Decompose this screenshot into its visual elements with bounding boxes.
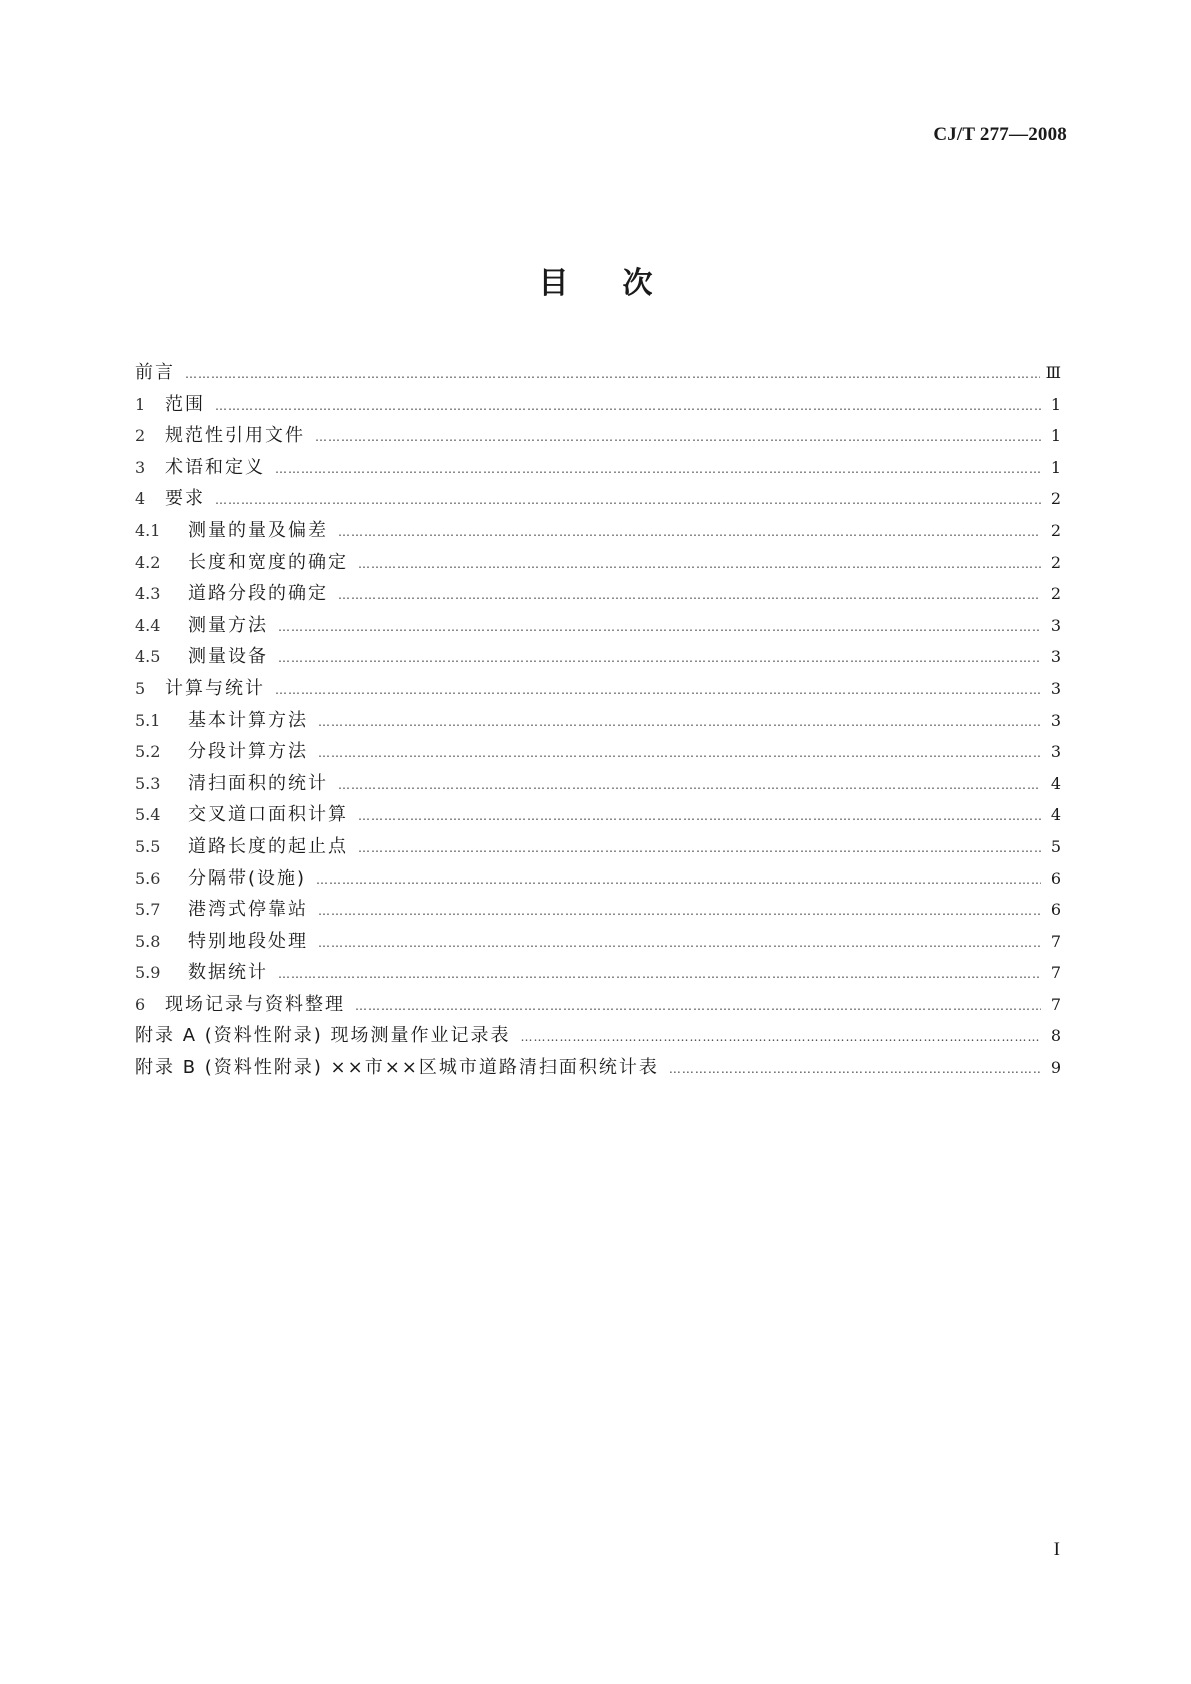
toc-entry[interactable] <box>135 894 1061 926</box>
dot-leader <box>278 612 1041 644</box>
dot-leader <box>358 833 1041 865</box>
dot-leader <box>278 959 1041 991</box>
toc-entry-number: 3 <box>135 457 146 477</box>
toc-entry-number: 4.5 <box>135 647 161 667</box>
page-title: 目次 <box>538 266 707 301</box>
dot-leader <box>318 738 1041 770</box>
table-of-contents <box>135 357 1061 1084</box>
toc-entry[interactable] <box>135 420 1061 452</box>
toc-entry-number: 5.1 <box>135 710 161 730</box>
toc-entry-page: 1 <box>1050 426 1061 446</box>
toc-entry[interactable] <box>135 389 1061 421</box>
toc-entry[interactable] <box>135 768 1061 800</box>
toc-entry-page: 7 <box>1050 994 1061 1014</box>
dot-leader <box>185 359 1040 391</box>
dot-leader <box>278 643 1041 675</box>
toc-entry-label: 要求 <box>165 488 205 510</box>
dot-leader <box>338 580 1041 612</box>
toc-entry-page: 7 <box>1050 963 1061 983</box>
toc-entry-page: Ⅲ <box>1045 363 1061 382</box>
toc-entry-label: 道路长度的起止点 <box>188 835 348 857</box>
toc-entry-label: 道路分段的确定 <box>188 583 328 605</box>
toc-entry-number: 5.9 <box>135 963 161 983</box>
toc-entry-label: 测量方法 <box>188 614 268 636</box>
toc-entry-page: 4 <box>1050 773 1061 793</box>
toc-entry-label: 港湾式停靠站 <box>188 899 308 921</box>
toc-entry[interactable] <box>135 610 1061 642</box>
toc-entry-label: 基本计算方法 <box>188 709 308 731</box>
toc-entry-number: 4.1 <box>135 520 161 540</box>
dot-leader <box>355 991 1041 1023</box>
toc-entry-page: 1 <box>1050 394 1061 414</box>
toc-entry[interactable] <box>135 863 1061 895</box>
dot-leader <box>338 770 1041 802</box>
toc-entry-label: 交叉道口面积计算 <box>188 804 348 826</box>
toc-entry[interactable] <box>135 483 1061 515</box>
toc-entry[interactable] <box>135 515 1061 547</box>
dot-leader <box>318 896 1041 928</box>
toc-entry[interactable] <box>135 641 1061 673</box>
toc-entry-number: 5.4 <box>135 805 161 825</box>
toc-entry-label: 分段计算方法 <box>188 741 308 763</box>
toc-entry-label: 长度和宽度的确定 <box>188 551 348 573</box>
toc-entry[interactable] <box>135 452 1061 484</box>
dot-leader <box>669 1054 1041 1086</box>
toc-entry-label: 前言 <box>135 362 175 383</box>
toc-entry-label: 附录 B (资料性附录) ××市××区城市道路清扫面积统计表 <box>135 1057 659 1079</box>
toc-entry-page: 2 <box>1050 552 1061 572</box>
toc-entry[interactable] <box>135 357 1061 389</box>
document-code: CJ/T 277—2008 <box>933 124 1067 145</box>
toc-entry-number: 6 <box>135 994 146 1014</box>
toc-entry-page: 3 <box>1050 615 1061 635</box>
toc-entry-number: 5.2 <box>135 742 161 762</box>
toc-entry-page: 3 <box>1050 678 1061 698</box>
dot-leader <box>275 675 1041 707</box>
toc-entry-label: 范围 <box>165 393 205 415</box>
toc-entry-page: 3 <box>1050 710 1061 730</box>
dot-leader <box>215 485 1041 517</box>
toc-entry-number: 2 <box>135 426 146 446</box>
toc-entry-label: 分隔带(设施) <box>188 867 307 889</box>
dot-leader <box>275 454 1041 486</box>
toc-entry-number: 5.8 <box>135 931 161 951</box>
toc-entry-label: 特别地段处理 <box>188 930 308 952</box>
toc-entry-label: 测量的量及偏差 <box>188 519 328 541</box>
toc-entry[interactable] <box>135 926 1061 958</box>
dot-leader <box>318 928 1041 960</box>
toc-entry-number: 5.3 <box>135 773 161 793</box>
toc-entry-number: 4.4 <box>135 615 161 635</box>
toc-entry-label: 数据统计 <box>188 962 268 984</box>
toc-entry-number: 4.3 <box>135 584 161 604</box>
toc-entry-page: 8 <box>1050 1026 1061 1046</box>
toc-entry-page: 4 <box>1050 805 1061 825</box>
toc-entry-number: 4.2 <box>135 552 161 572</box>
dot-leader <box>521 1022 1041 1054</box>
toc-entry-page: 7 <box>1050 931 1061 951</box>
dot-leader <box>358 549 1041 581</box>
toc-entry-label: 清扫面积的统计 <box>188 772 328 794</box>
toc-entry-label: 术语和定义 <box>165 456 265 478</box>
toc-entry[interactable] <box>135 831 1061 863</box>
toc-entry-number: 5.6 <box>135 868 161 888</box>
toc-entry[interactable] <box>135 1052 1061 1084</box>
toc-entry-page: 5 <box>1050 836 1061 856</box>
page-number: I <box>1053 1539 1060 1560</box>
toc-entry[interactable] <box>135 673 1061 705</box>
toc-entry-label: 计算与统计 <box>165 677 265 699</box>
toc-entry-page: 2 <box>1050 489 1061 509</box>
toc-entry-label: 现场记录与资料整理 <box>165 993 345 1015</box>
toc-entry[interactable] <box>135 736 1061 768</box>
toc-entry-number: 1 <box>135 394 146 414</box>
toc-entry-label: 附录 A (资料性附录) 现场测量作业记录表 <box>135 1025 511 1047</box>
toc-entry-page: 9 <box>1050 1058 1061 1078</box>
toc-entry[interactable] <box>135 547 1061 579</box>
dot-leader <box>318 707 1041 739</box>
toc-entry-page: 2 <box>1050 520 1061 540</box>
toc-entry[interactable] <box>135 705 1061 737</box>
dot-leader <box>338 517 1041 549</box>
toc-entry-page: 6 <box>1050 900 1061 920</box>
dot-leader <box>215 391 1041 423</box>
dot-leader <box>316 865 1041 897</box>
toc-entry-number: 5.5 <box>135 836 161 856</box>
toc-entry-label: 测量设备 <box>188 646 268 668</box>
toc-entry-page: 6 <box>1050 868 1061 888</box>
toc-entry-page: 1 <box>1050 457 1061 477</box>
toc-entry-number: 5.7 <box>135 900 161 920</box>
dot-leader <box>358 801 1041 833</box>
toc-entry[interactable] <box>135 799 1061 831</box>
toc-entry[interactable] <box>135 578 1061 610</box>
toc-entry-number: 4 <box>135 489 146 509</box>
toc-entry-page: 2 <box>1050 584 1061 604</box>
toc-entry-page: 3 <box>1050 742 1061 762</box>
dot-leader <box>315 422 1041 454</box>
toc-entry[interactable] <box>135 1020 1061 1052</box>
toc-entry[interactable] <box>135 989 1061 1021</box>
toc-entry-page: 3 <box>1050 647 1061 667</box>
toc-entry-label: 规范性引用文件 <box>165 425 305 447</box>
toc-entry[interactable] <box>135 957 1061 989</box>
toc-entry-number: 5 <box>135 678 146 698</box>
